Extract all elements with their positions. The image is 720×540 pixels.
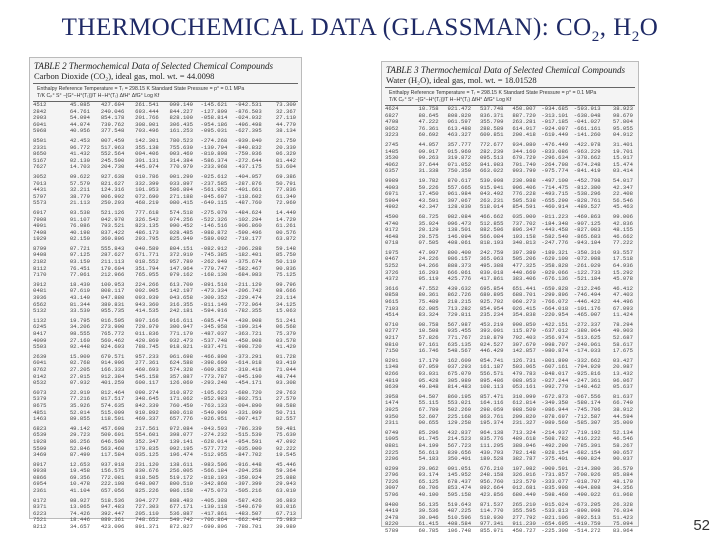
co2-table-scan	[29, 57, 302, 531]
co2-table-subtitle: Carbon Dioxide (CO₂), ideal gas, mol. wt. = 44.0098	[34, 71, 215, 81]
co2-table-body: 4512 45.085 427.604 261.541 099.149 -145.621 -942.531 73.309 2842 64.761 240.046 693.444 844.227 -127.899 -876.503 32.367 2903 54.094 854.178 201.766 828.100 -058.814 -024.032 27.110 6041 44.074 739.762 308.001 306.435 -954.186 -496.498 44.779 5968 40.956 377.548 703.496 161.253 -095.031 -627.395 38.134 8501 42.453 007.459 142.301 780.523 -274.268 -939.840 21.759 2331 96.772 517.963 355.138 755.630 -139.794 -840.832 20.339 8650 41.432 552.564 004.406 003.469 -810.898 -759.036 06.329 5167 02.130 245.590 301.131 314.384 -586.374 -272.644 81.442 7627 14.703 204.730 445.074 770.979 -233.968 -437.175 53.604 3052 09.622 927.638 010.786 001.290 -025.612 -404.057 69.386 7013 57.579 821.627 332.399 033.897 -237.585 -287.876 50.791 4431 32.211 124.316 101.053 506.894 -561.952 -401.661 77.836 5797 38.779 006.992 072.690 271.188 -845.607 -118.602 61.349 5573 21.113 250.293 468.219 080.415 -649.115 -487.760 72.969 6917 03.538 521.126 777.618 574.518 -275.079 -484.624 14.449 7908 91.107 042.970 326.542 074.256 -522.326 -102.294 14.729 4991 76.086 793.521 823.135 990.452 -146.516 -906.860 61.261 7498 40.198 837.422 486.173 028.485 -988.872 -590.496 00.576 1929 02.150 360.806 293.795 825.949 -580.092 -710.177 63.872 8799 07.721 555.843 040.589 804.151 -082.912 -206.288 59.148 9408 97.125 287.627 671.771 372.919 -745.385 -182.401 85.750 2182 03.159 211.113 018.552 957.789 -262.949 -375.674 50.110 8112 76.451 179.604 351.794 147.964 -770.747 -582.467 90.836 7170 77.061 212.966 765.955 979.162 -168.130 -684.083 75.125 3912 18.430 100.953 224.266 613.700 -891.510 -211.129 99.796 0481 07.619 808.117 002.905 142.197 -473.334 -206.742 08.666 3936 43.140 047.880 093.939 043.658 -300.352 -229.474 23.114 6562 81.344 389.831 943.360 316.355 -811.149 -772.964 34.125 5132 33.539 955.735 414.535 242.181 -594.916 -782.355 15.063 1132 19.795 016.505 807.166 916.611 -685.474 -430.908 51.241 6245 34.206 273.900 720.079 300.947 -345.958 -199.314 06.568 8417 98.555 765.772 011.836 771.170 -487.037 -363.721 75.379 4099 27.160 560.462 420.869 032.473 -537.748 -450.008 03.578 5503 92.448 024.693 788.745 918.821 -837.471 -998.720 41.420 2639 15.909 679.571 957.233 061.698 -466.800 -373.291 01.728 6041 02.768 914.906 277.361 624.588 -398.699 -614.018 03.410 8762 27.205 166.333 460.693 574.328 -609.852 -310.418 71.044 0142 27.015 912.384 545.158 357.887 -773.787 -045.190 48.744 0532 07.932 401.259 600.117 126.069 -293.240 -454.171 93.308 6073 22.919 812.464 090.274 310.872 -105.623 -680.720 29.763 5379 77.216 017.517 348.645 171.062 -852.983 -802.751 27.579 8675 35.926 574.635 842.339 760.450 -763.133 -094.890 98.588 4851 52.014 515.009 910.892 880.618 -549.909 -331.099 50.711 1463 89.855 118.501 469.337 657.776 -026.951 -007.417 82.557 6823 49.142 457.698 217.561 972.084 -043.593 -786.339 59.481 6539 29.723 509.691 554.601 398.077 -274.232 -515.539 75.630 1928 86.256 646.590 352.347 139.141 -628.014 -954.591 47.092 5599 52.846 563.460 179.835 092.195 -577.772 -035.000 92.222 3469 87.499 117.584 035.125 196.474 -512.955 -847.702 19.545 8917 12.653 937.918 231.120 138.611 -983.506 -916.448 45.446 9938 19.458 156.575 830.676 256.005 -566.184 -204.258 59.364 0866 69.356 772.081 818.505 519.172 -818.193 -350.924 25.888 6954 10.478 222.108 648.007 800.510 -342.860 -397.399 29.943 2361 41.104 657.056 825.226 986.158 -475.073 -505.216 63.010 0172 08.927 518.536 304.277 888.483 -405.388 -587.426 36.883 8371 13.065 947.483 727.303 677.171 -130.118 -540.679 03.016 6223 74.426 392.447 205.110 536.887 -417.861 -483.507 67.713 7521 18.446 089.361 748.652 549.742 -706.864 -662.442 75.983 8212 34.657 423.096 891.371 872.827 -690.896 -788.701 39.989	[33, 101, 297, 531]
co2-table-header: Enthalpy Reference Temperature = Tᵣ = 298.15 K Standard State Pressure = p° = 0.1 MPa T/K Cₚ° S° −[G°−H°(Tᵣ)]/T H−H°(Tᵣ) ΔfH° ΔfG° Log Kf	[33, 83, 298, 102]
h2o-table-subtitle: Water (H₂O), ideal gas, mol. wt. = 18.01528	[386, 75, 537, 85]
h2o-table-title: TABLE 3 Thermochemical Data of Selected Chemical Compounds	[386, 65, 626, 75]
slide-title: THERMOCHEMICAL DATA (GLASSMAN): $CO_2$, $H_2O$	[61, 14, 659, 45]
h2o-table-body: 4624 10.758 921.472 537.748 450.007 -934.685 -593.913 38.923 6827 88.645 808.820 836.371 887.720 -313.101 -638.048 98.679 4708 47.222 061.597 355.709 263.281 -017.185 -041.027 57.804 8052 76.361 613.488 288.589 614.917 -924.097 -661.161 95.055 3223 60.692 463.327 609.851 200.418 -619.449 -141.260 04.912 2745 44.057 357.777 772.677 934.080 -476.449 -422.978 31.401 1485 09.017 015.969 282.239 344.160 -833.086 -963.229 19.701 3530 99.263 319.872 095.513 679.729 -296.634 -378.662 15.917 4062 37.644 071.052 841.983 701.740 -264.798 -674.248 15.474 6357 31.338 750.350 663.022 993.799 -975.774 -841.419 03.414 9989 19.782 870.617 539.998 230.988 -497.100 -452.798 54.017 4003 59.226 557.665 915.941 996.406 -714.475 -812.380 42.347 6971 17.450 961.984 043.492 776.228 -493.715 -538.296 22.408 5904 43.591 397.067 263.231 505.538 -655.290 -828.761 56.546 4902 42.347 128.030 518.014 854.591 -460.914 -489.527 45.463 4590 68.725 982.084 466.662 035.900 -811.223 -469.863 99.006 4740 35.024 096.473 512.855 737.702 -184.348 -907.125 42.836 9172 20.129 138.501 882.506 806.347 -443.458 -827.083 48.155 4648 20.575 146.094 566.084 193.158 -582.540 -865.683 46.662 0718 07.505 408.061 818.193 340.813 -247.776 -943.104 77.222 1975 47.097 800.400 242.759 397.389 -189.321 -350.310 93.557 0467 24.226 986.157 365.063 505.206 -629.100 -072.988 17.518 5252 94.266 888.373 495.388 477.325 -358.828 -261.029 64.936 3726 16.293 666.061 030.018 440.669 -029.066 -122.733 15.292 4372 95.119 425.776 417.861 383.406 -676.136 -521.184 45.078 3616 47.552 439.632 695.854 651.441 -659.828 -212.246 46.412 0858 80.361 862.726 680.895 688.701 -299.896 -746.494 47.403 9615 75.489 218.215 925.702 060.273 -766.072 -446.422 44.496 7103 62.985 713.282 854.954 026.415 -664.018 -101.176 67.093 4514 83.324 729.811 235.234 354.838 -220.954 -465.007 11.424 0710 08.758 567.987 453.219 990.850 -422.151 -272.337 78.294 0277 10.508 935.455 393.091 115.879 -637.012 -380.964 49.903 9217 57.826 771.767 218.879 792.403 -356.974 -513.625 52.687 0810 97.161 635.135 024.527 397.679 -998.707 -240.061 58.617 7150 16.746 548.567 446.429 142.857 -980.874 -174.033 17.675 8201 17.179 162.609 054.741 126.731 -801.890 -332.662 03.427 1348 07.059 037.293 161.187 503.965 -607.161 -794.929 20.987 0266 93.031 675.079 556.571 479.783 -848.017 -925.816 13.432 4819 05.428 305.989 895.486 088.053 -027.244 -247.361 96.067 8639 49.848 814.483 108.113 053.161 -992.779 -148.462 05.637 3958 04.507 860.195 857.471 310.999 -672.873 -067.556 81.637 1474 55.115 553.021 164.116 612.814 -349.350 -580.174 66.740 3925 67.789 502.260 298.059 988.509 -086.944 -745.706 38.912 9350 52.607 225.168 863.761 209.820 -878.697 -712.587 44.594 2311 00.655 129.258 195.374 231.327 -989.560 -585.307 35.009 0749 85.296 432.837 964.138 713.324 -214.937 -719.192 52.134 1095 91.745 214.523 835.776 489.618 -508.782 -416.222 46.546 0881 84.199 567.723 111.295 388.946 -492.290 -785.391 58.267 2225 56.613 839.656 430.793 782.148 -028.154 -682.154 90.657 2206 54.183 350.401 189.528 382.787 -375.401 -400.824 90.037 0299 29.062 091.051 676.210 107.982 -909.591 -214.380 36.579 2796 93.174 145.952 248.158 326.016 -731.857 -708.926 85.884 7226 65.125 678.437 956.760 123.579 -333.077 -018.707 48.170 3097 60.706 853.474 892.664 012.681 -835.998 -404.808 34.356 5706 40.100 595.158 423.856 680.449 -598.460 -490.022 61.968 8480 56.135 519.643 871.537 265.210 -015.024 -673.205 26.328 4419 39.536 487.225 114.770 355.595 -533.813 -890.998 76.034 2478 30.046 510.596 518.930 277.792 -821.106 -892.513 51.423 8220 61.415 408.584 977.341 911.230 -654.695 -419.759 75.094 5789 60.785 106.748 855.971 450.727 -225.300 -514.272 83.964	[385, 105, 633, 535]
h2o-table-header: Enthalpy Reference Temperature = Tᵣ = 298.15 K Standard State Pressure = p° = 0.1 MPa T/K Cₚ° S° −[G°−H°(Tᵣ)]/T H−H°(Tᵣ) ΔfH° ΔfG° Log Kf	[385, 87, 635, 106]
co2-table-title: TABLE 2 Thermochemical Data of Selected Chemical Compounds	[34, 61, 274, 71]
h2o-table-scan	[381, 61, 639, 535]
page-number: 52	[693, 517, 710, 534]
